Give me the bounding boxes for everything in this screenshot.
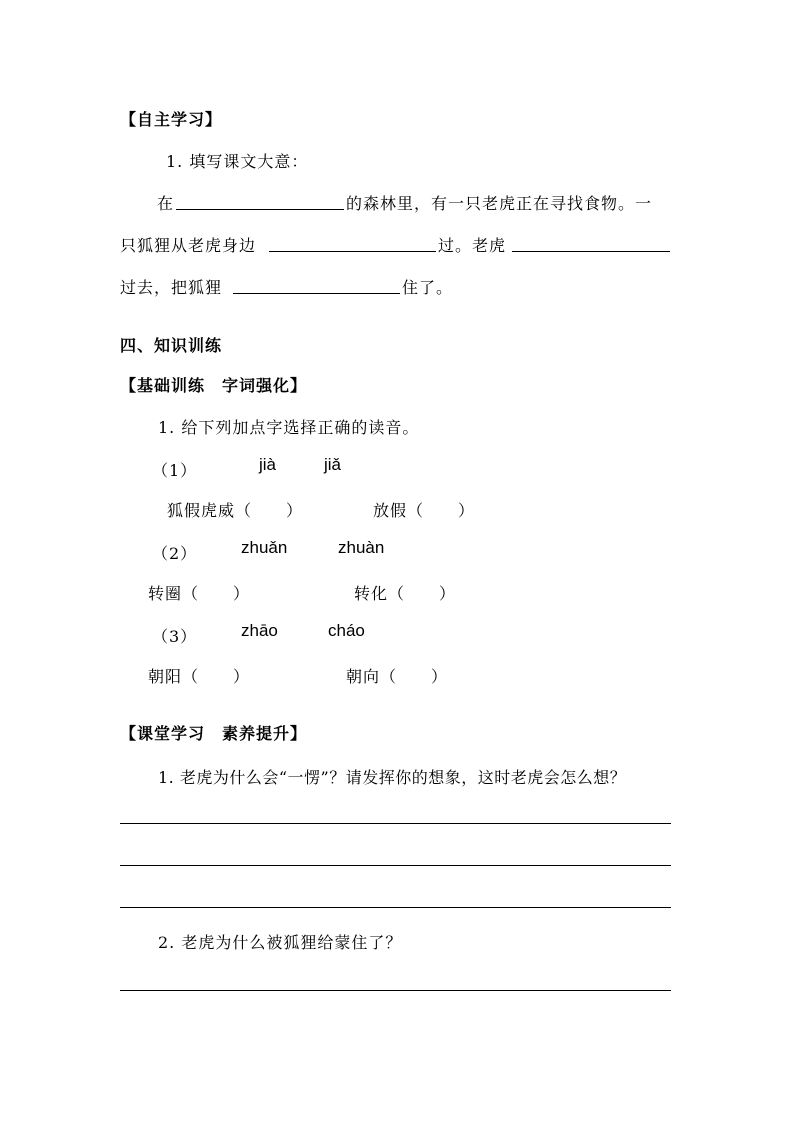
- question-prompt: 2. 老虎为什么被狐狸给蒙住了？: [158, 933, 403, 952]
- paragraph-text: 过去，把狐狸: [120, 278, 223, 297]
- pinyin-option: cháo: [328, 621, 365, 640]
- section-title-knowledge: 四、知识训练: [120, 336, 223, 355]
- word-choice[interactable]: 放假（ ）: [373, 501, 476, 520]
- section-title-self-study: 【自主学习】: [120, 110, 223, 129]
- answer-line[interactable]: [120, 865, 671, 866]
- word-choice[interactable]: 朝向（ ）: [346, 667, 449, 686]
- paragraph-text: 的森林里，有一只老虎正在寻找食物。一: [346, 194, 653, 213]
- fill-blank[interactable]: [176, 209, 344, 210]
- question-prompt: 1. 老虎为什么会“一愣”？请发挥你的想象，这时老虎会怎么想？: [158, 768, 627, 787]
- pinyin-option: zhuàn: [338, 538, 385, 557]
- pinyin-option: jià: [259, 455, 277, 474]
- fill-blank[interactable]: [233, 293, 400, 294]
- item-number: （2）: [152, 544, 198, 563]
- item-number: （3）: [152, 627, 198, 646]
- answer-line[interactable]: [120, 990, 671, 991]
- pinyin-option: zhāo: [241, 621, 278, 640]
- paragraph-text: 过。老虎: [438, 236, 507, 255]
- item-number: （1）: [152, 461, 198, 480]
- paragraph-text: 只狐狸从老虎身边: [120, 236, 257, 255]
- paragraph-text: 住了。: [402, 278, 454, 297]
- word-choice[interactable]: 转圈（ ）: [148, 584, 251, 603]
- section-title-class: 【课堂学习 素养提升】: [120, 724, 308, 743]
- pinyin-option: jiǎ: [324, 455, 342, 474]
- question-prompt: 1. 给下列加点字选择正确的读音。: [158, 418, 420, 437]
- answer-line[interactable]: [120, 823, 671, 824]
- pinyin-option: zhuǎn: [241, 538, 288, 557]
- question-prompt: 1. 填写课文大意：: [166, 152, 309, 171]
- word-choice[interactable]: 朝阳（ ）: [148, 667, 251, 686]
- paragraph-text: 在: [157, 194, 175, 213]
- fill-blank[interactable]: [269, 251, 436, 252]
- word-choice[interactable]: 转化（ ）: [354, 584, 457, 603]
- word-choice[interactable]: 狐假虎威（ ）: [167, 501, 304, 520]
- section-title-basic: 【基础训练 字词强化】: [120, 376, 308, 395]
- answer-line[interactable]: [120, 907, 671, 908]
- fill-blank[interactable]: [512, 251, 670, 252]
